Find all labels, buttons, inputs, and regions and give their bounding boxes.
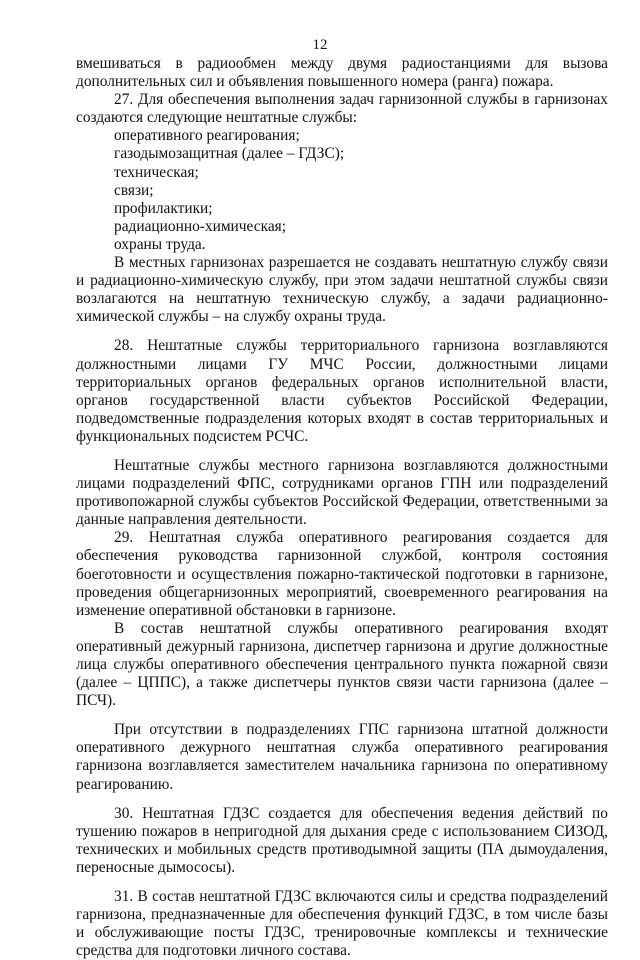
- paragraph-29-composition: В состав нештатной службы оперативного реагирования входят оперативный дежурный гарнизона, диспетчер гарнизона и другие должностные лица службы оперативного обеспечения центрального пункта пожарной связи (далее – ЦППС), а также диспетчеры пунктов связи части гарнизона (далее – ПСЧ).: [76, 619, 608, 710]
- paragraph-continuation: вмешиваться в радиообмен между двумя радиостанциями для вызова дополнительных сил и объявления повышенного номера (ранга) пожара.: [76, 55, 608, 91]
- services-list: [76, 127, 608, 254]
- list-item: оперативного реагирования;: [114, 127, 300, 145]
- paragraph-28-local: Нештатные службы местного гарнизона возглавляются должностными лицами подразделений ФПС, сотрудниками органов ГПН или подразделений противопожарной службы субъектов Российской Федерации, ответственными за данные направления деятельности.: [76, 456, 608, 529]
- list-item: радиационно-химическая;: [114, 217, 287, 235]
- paragraph-30: 30. Нештатная ГДЗС создается для обеспечения ведения действий по тушению пожаров в непригодной для дыхания среде с использованием СИЗОД, технических и мобильных средств противодымной защиты (ПА дымоудаления, переносные дымососы).: [76, 804, 608, 876]
- paragraph-31: 31. В состав нештатной ГДЗС включаются силы и средства подразделений гарнизона, предназначенные для обеспечения функций ГДЗС, в том числе базы и обслуживающие посты ГДЗС, тренировочные комплексы и технические средства для подготовки личного состава.: [76, 888, 608, 960]
- paragraph-29-absence: При отсутствии в подразделениях ГПС гарнизона штатной должности оперативного дежурного нештатная служба оперативного реагирования гарнизона возглавляется заместителем начальника гарнизона по оперативному реагированию.: [76, 721, 608, 793]
- paragraph-29: 29. Нештатная служба оперативного реагирования создается для обеспечения руководства гарнизонной службой, контроля состояния боеготовности и осуществления пожарно-тактической подготовки в гарнизоне, проведения общегарнизонных мероприятий, своевременного реагирования на изменение оперативной обстановки в гарнизоне.: [76, 529, 608, 619]
- paragraph-28: 28. Нештатные службы территориального гарнизона возглавляются должностными лицами ГУ МЧС России, должностными лицами территориальных органов федеральных органов исполнительной власти, органов государственной власти субъектов Российской Федерации, подведомственные подразделения которых входят в состав территориальных и функциональных подсистем РСЧС.: [76, 337, 608, 445]
- list-item: техническая;: [114, 163, 199, 181]
- page-number: 12: [312, 37, 328, 53]
- paragraph-27-note: В местных гарнизонах разрешается не создавать нештатную службу связи и радиационно-химическую службу, при этом задачи нештатной службы связи возлагаются на нештатную техническую службу, а задачи радиационно-химической службы – на службу охраны труда.: [76, 254, 608, 326]
- list-item: профилактики;: [114, 199, 213, 217]
- list-item: охраны труда.: [114, 235, 206, 253]
- list-item: связи;: [114, 181, 154, 199]
- document-body: [76, 55, 608, 960]
- paragraph-27: 27. Для обеспечения выполнения задач гарнизонной службы в гарнизонах создаются следующие нештатные службы:: [76, 91, 608, 127]
- list-item: газодымозащитная (далее – ГДЗС);: [114, 145, 345, 163]
